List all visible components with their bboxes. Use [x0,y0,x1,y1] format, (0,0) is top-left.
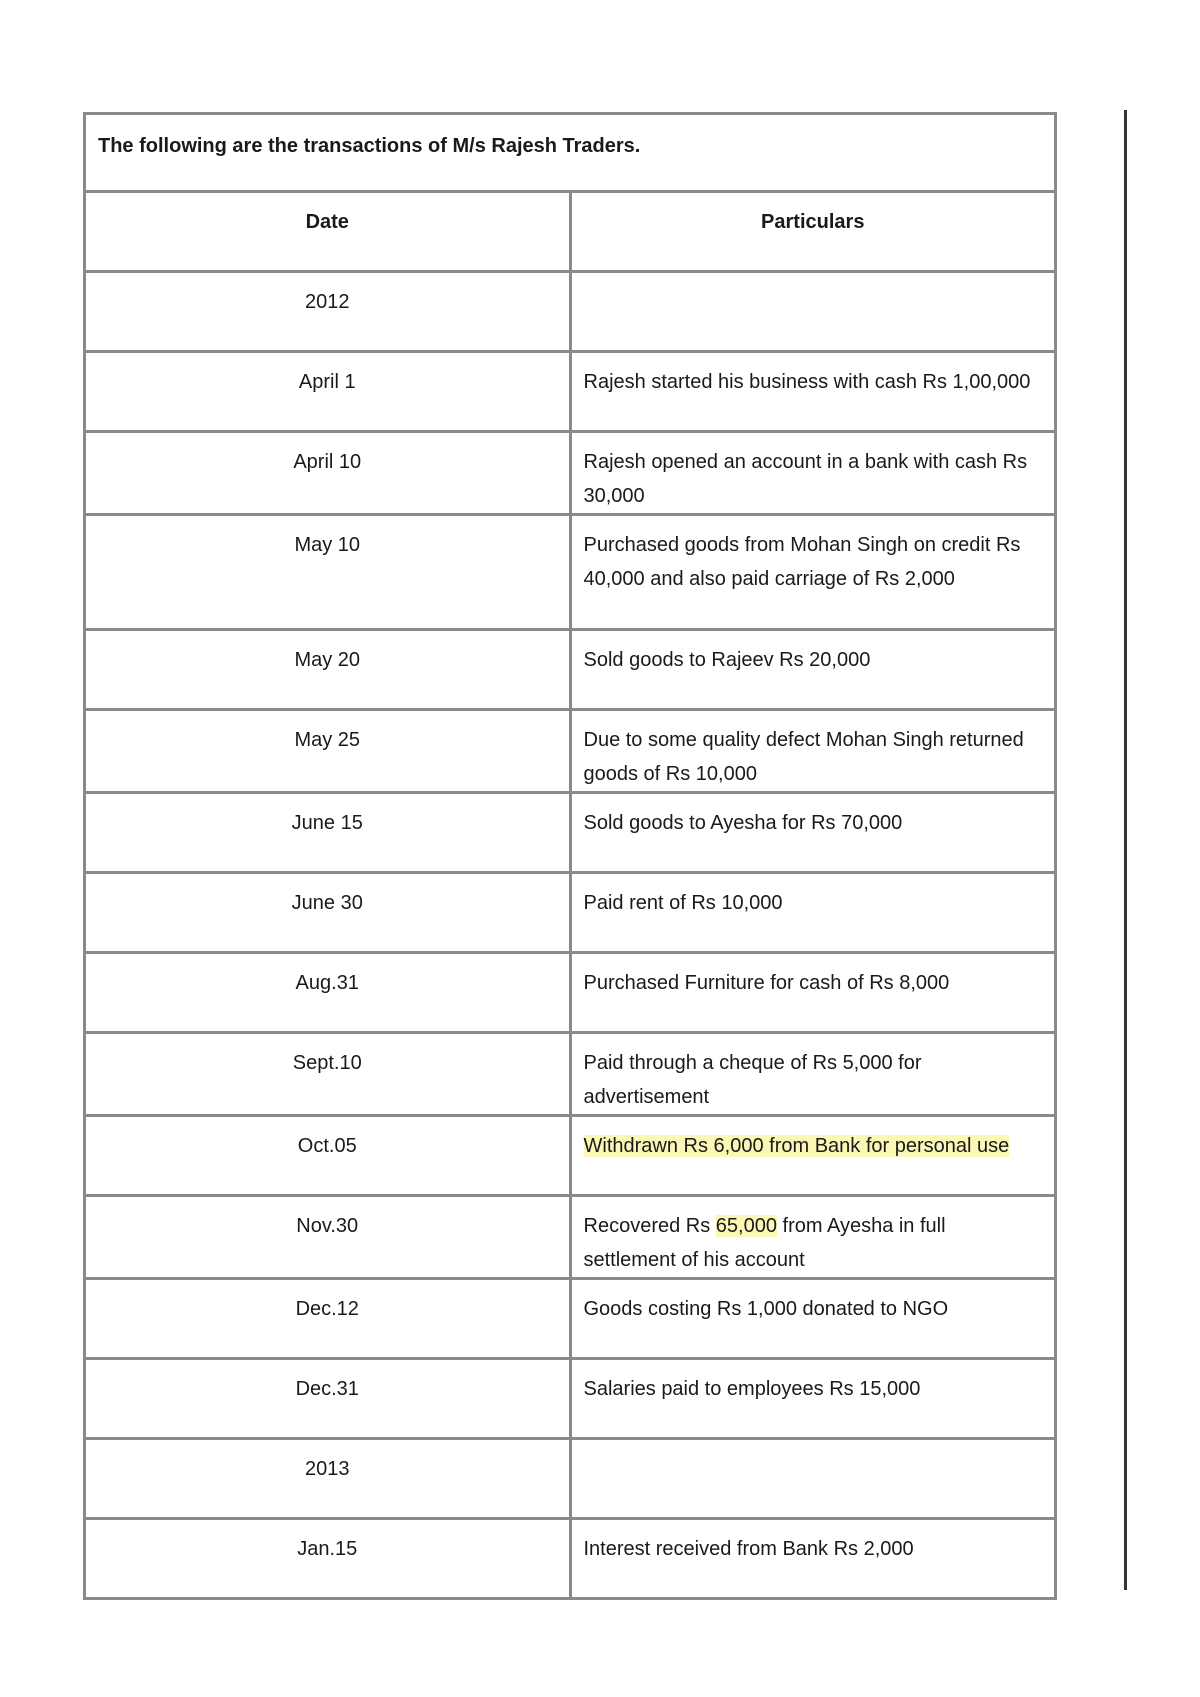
table-row [85,1359,1056,1439]
row-particulars [570,272,1056,352]
row-particulars: Paid through a cheque of Rs 5,000 for advertisement [570,1033,1056,1116]
row-date: May 25 [85,710,571,793]
table-row [85,1033,1056,1116]
row-particulars: Sold goods to Rajeev Rs 20,000 [570,630,1056,710]
row-particulars [570,1116,1056,1196]
row-particulars: Rajesh started his business with cash Rs 1,00,000 [570,352,1056,432]
table-row [85,873,1056,953]
header-date: Date [85,192,571,272]
table-row [85,1519,1056,1599]
table-row [85,710,1056,793]
row-date: 2013 [85,1439,571,1519]
row-date: Aug.31 [85,953,571,1033]
row-particulars: Salaries paid to employees Rs 15,000 [570,1359,1056,1439]
row-particulars [570,1196,1056,1279]
row-particulars: Due to some quality defect Mohan Singh returned goods of Rs 10,000 [570,710,1056,793]
transactions-table [83,112,1057,1600]
highlighted-amount: 65,000 [715,1215,777,1237]
table-row [85,1279,1056,1359]
row-date: Sept.10 [85,1033,571,1116]
table-row [85,630,1056,710]
row-date: Dec.12 [85,1279,571,1359]
table-row [85,1439,1056,1519]
table-title: The following are the transactions of M/s Rajesh Traders. [85,114,1056,192]
text-segment: from Ayesha in full settlement of his account [583,1215,946,1271]
row-particulars [570,1439,1056,1519]
table-row [85,793,1056,873]
table-header-row [85,192,1056,272]
row-date: Jan.15 [85,1519,571,1599]
row-date: May 20 [85,630,571,710]
row-particulars: Sold goods to Ayesha for Rs 70,000 [570,793,1056,873]
row-date: Nov.30 [85,1196,571,1279]
row-particulars: Goods costing Rs 1,000 donated to NGO [570,1279,1056,1359]
table-row [85,432,1056,515]
row-date: April 10 [85,432,571,515]
table-row [85,1196,1056,1279]
row-date: Oct.05 [85,1116,571,1196]
row-particulars: Purchased goods from Mohan Singh on credit Rs 40,000 and also paid carriage of Rs 2,000 [570,515,1056,630]
table-row [85,352,1056,432]
row-date: Dec.31 [85,1359,571,1439]
row-date: 2012 [85,272,571,352]
row-date: April 1 [85,352,571,432]
table-frame-strip [1055,110,1127,1590]
row-date: June 15 [85,793,571,873]
row-date: June 30 [85,873,571,953]
table-row [85,515,1056,630]
table-title-row [85,114,1056,192]
row-particulars: Rajesh opened an account in a bank with cash Rs 30,000 [570,432,1056,515]
text-segment: Recovered Rs [583,1215,716,1237]
row-particulars: Interest received from Bank Rs 2,000 [570,1519,1056,1599]
table-row [85,1116,1056,1196]
table-row [85,953,1056,1033]
row-particulars: Paid rent of Rs 10,000 [570,873,1056,953]
row-date: May 10 [85,515,571,630]
table-row [85,272,1056,352]
highlighted-text: Withdrawn Rs 6,000 from Bank for personal use [583,1135,1010,1157]
header-particulars: Particulars [570,192,1056,272]
row-particulars: Purchased Furniture for cash of Rs 8,000 [570,953,1056,1033]
